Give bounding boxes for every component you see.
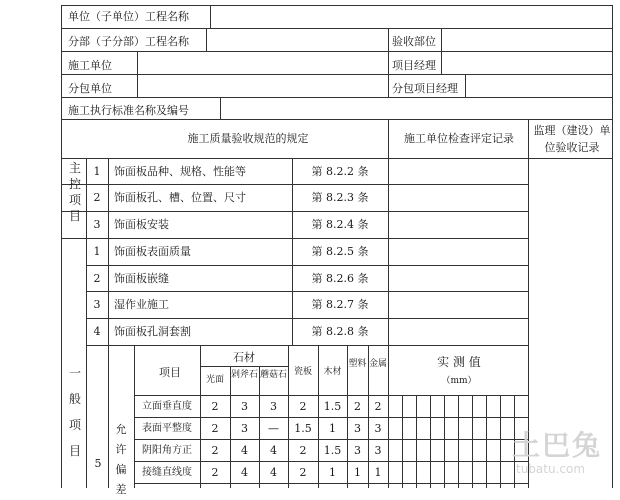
grid-line — [388, 28, 389, 98]
grid-line — [61, 74, 613, 75]
unit-project-label: 单位（子单位）工程名称 — [68, 10, 189, 23]
grid-line — [86, 318, 529, 319]
general-item-number: 2 — [93, 271, 101, 285]
grid-line — [200, 366, 289, 367]
grid-line — [61, 97, 613, 98]
tolerance-value: 3 — [241, 400, 248, 413]
tolerance-value: 4 — [241, 444, 248, 457]
watermark-url: tubatu.com — [516, 462, 586, 476]
grid-line — [486, 395, 487, 488]
tolerance-value: 3 — [374, 422, 382, 435]
main-item-name: 饰面板安装 — [114, 218, 169, 231]
general-item-number: 3 — [93, 298, 101, 311]
subsection-project-label: 分部（子分部）工程名称 — [68, 35, 189, 48]
subcontract-manager-label: 分包项目经理 — [392, 82, 458, 95]
general-item-name: 饰面板表面质量 — [114, 245, 191, 258]
stone-column-header: 蘑菇石 — [259, 370, 287, 380]
grid-line — [61, 119, 613, 120]
grid-line — [61, 211, 529, 212]
general-item-clause: 第 8.2.7 条 — [311, 298, 369, 311]
tolerance-value: 4 — [270, 444, 277, 457]
grid-line — [61, 51, 613, 52]
main-item-clause: 第 8.2.3 条 — [311, 191, 369, 204]
stone-column-header: 剁斧石 — [230, 370, 258, 380]
watermark-logo — [508, 424, 612, 482]
grid-line — [388, 119, 389, 488]
stone-column-header: 光面 — [205, 375, 224, 385]
tolerance-value: 2 — [211, 422, 219, 435]
tolerance-value: 4 — [241, 466, 248, 479]
material-column-header: 木材 — [323, 367, 342, 377]
grid-line — [137, 51, 138, 98]
grid-line — [86, 238, 529, 239]
main-item-name: 饰面板品种、规格、性能等 — [114, 164, 246, 178]
main-item-number: 3 — [93, 218, 101, 231]
tolerance-value: 1 — [374, 466, 382, 479]
grid-line — [134, 395, 389, 396]
supervision-record-header: 监理（建设）单位验收记录 — [533, 124, 611, 154]
tolerance-label: 允许偏差 — [115, 423, 127, 496]
grid-line — [206, 28, 207, 52]
table-top-border — [61, 5, 613, 6]
tolerance-row-name: 表面平整度 — [142, 423, 192, 434]
left-blank-margin — [0, 0, 58, 488]
grid-line — [86, 345, 529, 346]
tolerance-value: 2 — [299, 444, 307, 457]
tolerance-number: 5 — [94, 457, 102, 470]
material-column-header: 瓷板 — [293, 367, 312, 377]
main-item-clause: 第 8.2.4 条 — [311, 218, 369, 231]
tolerance-value: 3 — [374, 444, 382, 457]
acceptance-part-label: 验收部位 — [392, 35, 436, 48]
grid-line — [134, 483, 529, 484]
grid-line — [134, 461, 529, 462]
tolerance-row-name: 接缝直线度 — [142, 467, 192, 478]
tolerance-value: 1 — [329, 422, 336, 435]
measured-unit: （mm） — [441, 376, 477, 386]
tolerance-row-name: 阴阳角方正 — [142, 445, 192, 456]
grid-line — [61, 184, 529, 185]
construction-unit-label: 施工单位 — [68, 59, 112, 72]
grid-line — [210, 5, 211, 29]
tolerance-value: 2 — [211, 466, 219, 479]
grid-line — [441, 51, 442, 75]
general-item-clause: 第 8.2.8 条 — [311, 325, 369, 338]
grid-line — [134, 417, 529, 418]
tolerance-value: 1.5 — [323, 400, 342, 413]
general-items-label: 一般项目 — [68, 366, 81, 458]
table-left-border — [61, 5, 62, 488]
grid-line — [416, 395, 417, 488]
general-item-name: 饰面板嵌缝 — [114, 271, 169, 285]
tolerance-value: 1.5 — [323, 444, 342, 457]
general-item-clause: 第 8.2.5 条 — [311, 245, 369, 258]
grid-line — [220, 97, 221, 120]
spec-header: 施工质量验收规范的规定 — [187, 132, 309, 145]
grid-line — [61, 158, 613, 159]
tolerance-value: 1 — [329, 466, 336, 479]
measured-header: 实 测 值 — [437, 355, 481, 369]
main-item-name: 饰面板孔、槽、位置、尺寸 — [114, 191, 246, 204]
tolerance-value: 3 — [354, 444, 361, 457]
grid-line — [500, 395, 501, 488]
grid-line — [402, 395, 403, 488]
tolerance-value: 2 — [354, 400, 361, 413]
tolerance-value: 2 — [211, 444, 219, 457]
table-right-border — [612, 5, 613, 488]
tolerance-item-header: 项目 — [159, 366, 181, 379]
grid-line — [86, 291, 529, 292]
grid-line — [134, 439, 529, 440]
check-record-header: 施工单位检查评定记录 — [404, 132, 514, 145]
grid-line — [430, 395, 431, 488]
grid-line — [465, 74, 466, 98]
tolerance-value: 2 — [299, 400, 307, 413]
subcontract-unit-label: 分包单位 — [68, 82, 112, 95]
tolerance-value: 1 — [354, 466, 361, 479]
tolerance-row-name: 立面垂直度 — [142, 401, 192, 412]
general-item-name: 饰面板孔洞套割 — [114, 325, 191, 338]
tolerance-value: 4 — [270, 466, 277, 479]
tolerance-value: 2 — [211, 400, 219, 413]
grid-line — [108, 345, 109, 488]
grid-line — [458, 395, 459, 488]
main-item-number: 2 — [93, 191, 101, 204]
tolerance-value: 3 — [354, 422, 361, 435]
tolerance-value: 1.5 — [294, 422, 312, 435]
standard-label: 施工执行标准名称及编号 — [68, 104, 189, 117]
grid-line — [86, 265, 529, 266]
grid-line — [441, 28, 442, 52]
material-column-header: 塑料 — [348, 359, 367, 369]
general-item-name: 湿作业施工 — [114, 298, 169, 311]
tolerance-value: 2 — [374, 400, 382, 413]
main-control-label: 主控项目 — [68, 161, 81, 223]
watermark-text: 土巴兔 — [512, 429, 603, 462]
project-manager-label: 项目经理 — [392, 59, 436, 72]
general-item-number: 4 — [93, 325, 101, 338]
main-item-clause: 第 8.2.2 条 — [311, 164, 369, 178]
grid-line — [61, 28, 613, 29]
main-item-number: 1 — [93, 164, 101, 178]
tolerance-value: — — [268, 422, 279, 435]
tolerance-value: 2 — [299, 466, 307, 479]
stone-header: 石材 — [233, 351, 255, 364]
grid-line — [86, 158, 87, 488]
general-item-number: 1 — [93, 245, 101, 258]
tolerance-value: 3 — [270, 400, 277, 413]
tolerance-value: 3 — [241, 422, 248, 435]
material-column-header: 金属 — [368, 359, 387, 369]
general-item-clause: 第 8.2.6 条 — [311, 271, 369, 285]
grid-line — [472, 395, 473, 488]
grid-line — [444, 395, 445, 488]
